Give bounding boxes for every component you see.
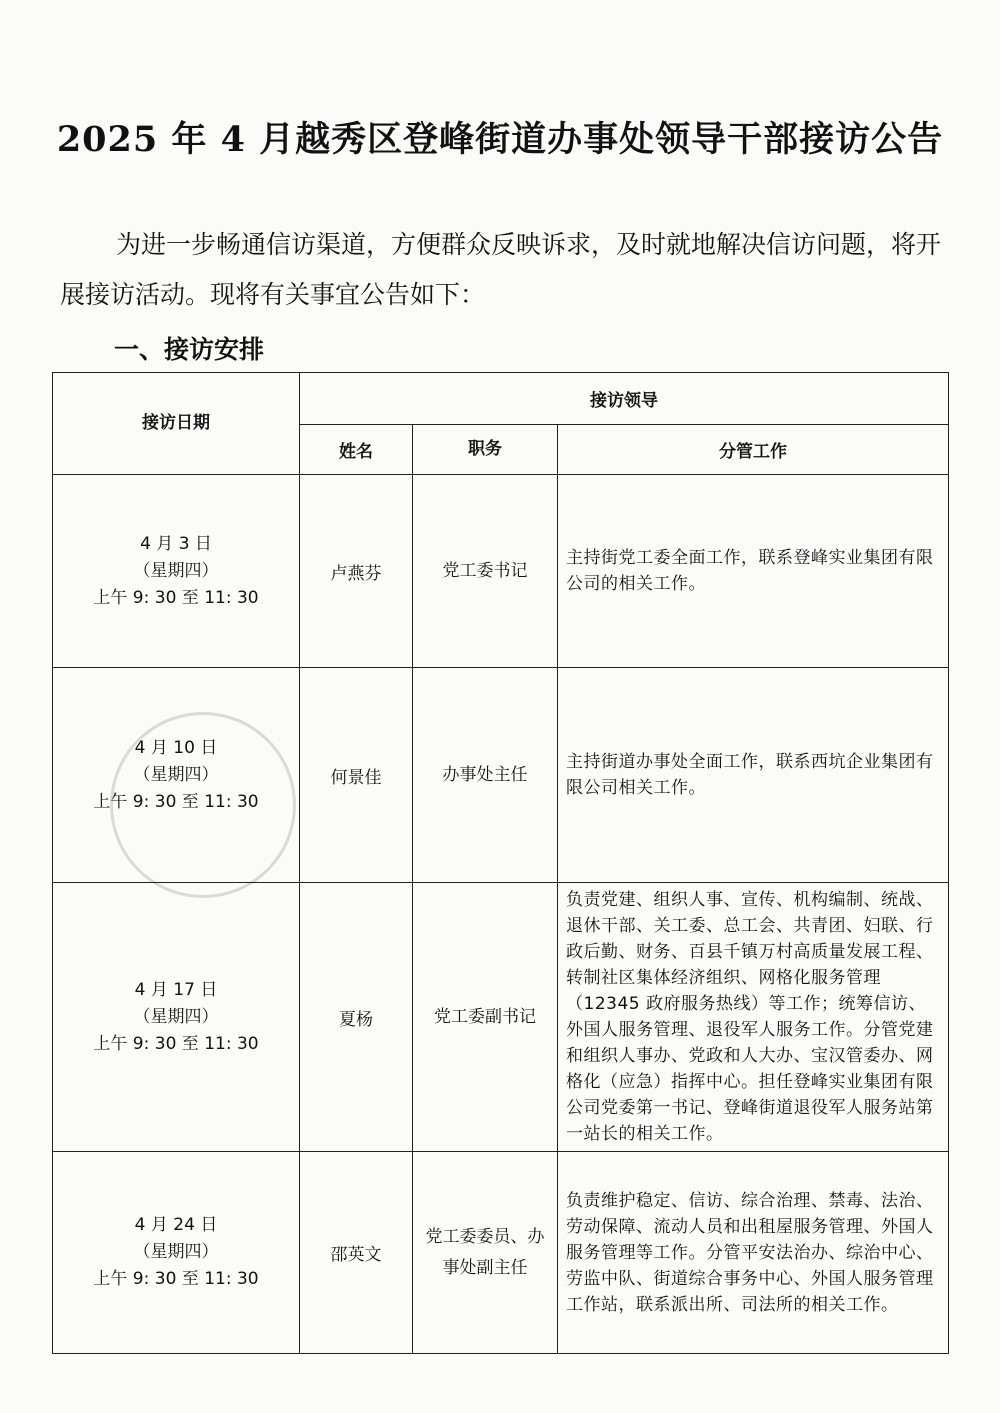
time-text: 上午 9: 30 至 11: 30: [93, 1033, 259, 1054]
header-leader: 接访领导: [300, 373, 949, 425]
name-cell: 卢燕芬: [300, 475, 413, 668]
work-cell: 主持街道办事处全面工作，联系西坑企业集团有限公司相关工作。: [558, 668, 949, 883]
date-cell: [53, 475, 300, 668]
date-cell: [53, 883, 300, 1152]
position-cell: 办事处主任: [413, 668, 558, 883]
time-text: 上午 9: 30 至 11: 30: [93, 791, 259, 812]
date-cell: [53, 1152, 300, 1354]
time-text: 上午 9: 30 至 11: 30: [93, 1269, 259, 1289]
intro-paragraph: 为进一步畅通信访渠道，方便群众反映诉求，及时就地解决信访问题，将开展接访活动。现将有关事宜公告如下：: [60, 230, 942, 309]
name-cell: 邵英文: [300, 1152, 413, 1354]
name-cell: 何景佳: [300, 668, 413, 883]
date-text: 4 月 17 日: [134, 979, 218, 1000]
weekday-text: （星期四）: [133, 1242, 219, 1262]
position-cell: 党工委委员、办事处副主任: [413, 1152, 558, 1354]
date-text: 4 月 24 日: [134, 1215, 218, 1235]
header-date: 接访日期: [53, 373, 300, 475]
table-row: [53, 668, 949, 883]
weekday-text: （星期四）: [133, 764, 219, 785]
date-text: 4 月 10 日: [134, 737, 218, 758]
time-text: 上午 9: 30 至 11: 30: [93, 587, 259, 608]
table-row: [53, 475, 949, 668]
schedule-table: [52, 372, 949, 1354]
work-cell: 负责党建、组织人事、宣传、机构编制、统战、退休干部、关工委、总工会、共青团、妇联、行政后勤、财务、百县千镇万村高质量发展工程、转制社区集体经济组织、网格化服务管理（12345 政府服务热线）等工作；统筹信访、外国人服务管理、退役军人服务工作。分管党建和组织人事办、党政和人大办、宝汉管委办、网格化（应急）指挥中心。担任登峰实业集团有限公司党委第一书记、登峰街道退役军人服务站第一站长的相关工作。: [558, 883, 949, 1152]
name-cell: 夏杨: [300, 883, 413, 1152]
position-cell: 党工委书记: [413, 475, 558, 668]
header-position: 职务: [413, 425, 558, 475]
table-row: [53, 883, 949, 1152]
header-work: 分管工作: [558, 425, 949, 475]
work-cell: 主持街党工委全面工作，联系登峰实业集团有限公司的相关工作。: [558, 475, 949, 668]
position-cell: 党工委副书记: [413, 883, 558, 1152]
weekday-text: （星期四）: [133, 1006, 219, 1027]
section-heading: 一、接访安排: [114, 335, 265, 364]
weekday-text: （星期四）: [133, 560, 219, 581]
date-cell: [53, 668, 300, 883]
page-title: 2025 年 4 月越秀区登峰街道办事处领导干部接访公告: [56, 119, 944, 160]
header-name: 姓名: [300, 425, 413, 475]
date-text: 4 月 3 日: [140, 533, 212, 554]
table-row: [53, 1152, 949, 1354]
work-cell: 负责维护稳定、信访、综合治理、禁毒、法治、劳动保障、流动人员和出租屋服务管理、外国人服务管理等工作。分管平安法治办、综治中心、劳监中队、街道综合事务中心、外国人服务管理工作站，联系派出所、司法所的相关工作。: [558, 1152, 949, 1354]
